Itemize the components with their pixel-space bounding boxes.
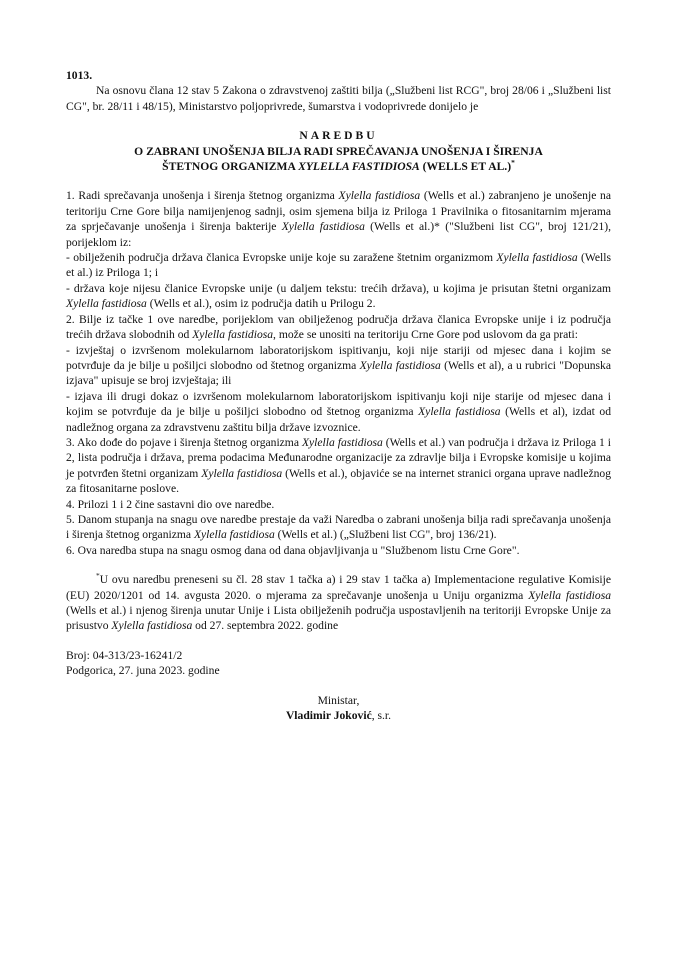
paragraph-6: 6. Ova naredba stupa na snagu osmog dana od dana objavljivanja u "Službenom listu Crne Gore". [66,543,520,557]
paragraph-1: 1. Radi sprečavanja unošenja i širenja štetnog organizma Xylella fastidiosa (Wells et al.) zabranjeno je unošenje na teritoriju Crne Gore bilja namijenjenog sadnji, osim sjemena bilja iz Priloga 1 Pravilnika o fitosanitarnim mjerama za sprječavanje unošenja i širenja bakterije Xylella fastidiosa (Wells et al.)* ("Službeni list CG", broj 121/21), porijeklom iz: [66,189,612,249]
paragraph-3: 3. Ako dođe do pojave i širenja štetnog organizma Xylella fastidiosa (Wells et al.) van područja i država iz Priloga 1 i 2, lista područja i država, prema podacima Međunarodne organizacije za zdravlje bilja i Evropske komisije u kojima je potvrđen štetni organizam Xylella fastidiosa (Wells et al.), objaviće se na internet stranici organa uprave nadležnog za fitosanitarne poslove. [66,435,612,496]
paragraph-4: 4. Prilozi 1 i 2 čine sastavni dio ove naredbe. [66,497,275,511]
footnote-mark: * [96,571,100,581]
paragraph-5: 5. Danom stupanja na snagu ove naredbe prestaje da važi Naredba o zabrani unošenja bilja radi sprečavanja unošenja i širenja štetnog organizma Xylella fastidiosa (Wells et al.) („Službeni list CG", broj 136/21). [66,512,611,542]
act-number: 1013. [66,69,93,82]
signatory: Vladimir Joković, s.r. [285,709,392,723]
reference-number: Broj: 04-313/23-16241/2 [66,648,183,662]
signatory-role: Ministar, [317,693,360,707]
preamble: Na osnovu člana 12 stav 5 Zakona o zdravstvenoj zaštiti bilja („Službeni list RCG", broj 28/06 i „Službeni list CG", br. 28/11 i 48/15), Ministarstvo poljoprivrede, šumarstva i vodoprivrede donijelo je [66,84,611,113]
place-date: Podgorica, 27. juna 2023. godine [66,664,220,678]
footnote: *U ovu naredbu preneseni su čl. 28 stav 1 tačka a) i 29 stav 1 tačka a) Implementacione regulative Komisije (EU) 2020/1201 od 14. avgusta 2020. o mjerama za sprečavanje unošenja u Uniju organizma Xylella fastidiosa (Wells et al.) i njenog širenja unutar Unije i Lista obilježenih područja uspostavljenih na teritoriji Evropske Unije za prisustvo Xylella fastidiosa od 27. septembra 2022. godine [66,571,611,633]
list-item: - obilježenih područja država članica Evropske unije koje su zaražene štetnim organizmom Xylella fastidiosa (Wells et al.) iz Priloga 1; i [66,251,611,280]
list-item: - izvještaj o izvršenom molekularnom laboratorijskom ispitivanju, koji nije stariji od mjesec dana i kojim se potvrđuje da je bilje u pošiljci slobodno od štetnog organizma Xylella fastidiosa (Wells et al), a u rubrici "Dopunska izjava" upisuje se broj izvještaja; ili [66,343,611,388]
list-item: - izjava ili drugi dokaz o izvršenom molekularnom laboratorijskom ispitivanju koji nije starije od mjesec dana i kojim se potvrđuje da je bilje u pošiljci slobodno od štetnog organizma Xylella fastidiosa (Wells et al), izdat od nadležnog organa za zdravstvenu zaštitu bilja države izvoznice. [66,389,612,434]
title-main: NAREDBU [299,129,378,143]
signature-block [66,693,611,724]
title-footnote-mark: * [511,158,515,168]
list-item: - država koje nijesu članice Evropske unije (u daljem tekstu: trećih država), u kojima je prisutan štetni organizam Xylella fastidiosa (Wells et al.), osim iz područja datih u Prilogu 2. [66,281,611,311]
title-line-3: ŠTETNOG ORGANIZMA XYLELLA FASTIDIOSA (WELLS ET AL.)* [162,158,515,174]
paragraph-2: 2. Bilje iz tačke 1 ove naredbe, porijeklom van obilježenog područja država članica Evropske unije i iz područja trećih država slobodnih od Xylella fastidiosa, može se unositi na teritoriju Crne Gore pod uslovom da ga prati: [66,312,611,342]
title-line-2: O ZABRANI UNOŠENJA BILJA RADI SPREČAVANJA UNOŠENJA I ŠIRENJA [134,144,543,158]
